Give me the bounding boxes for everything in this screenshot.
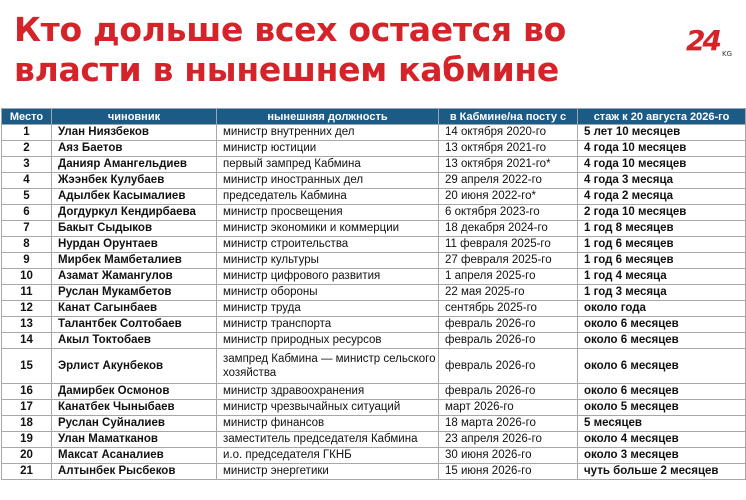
place-cell: 11	[2, 285, 52, 301]
official-name-cell: Эрлист Акунбеков	[52, 349, 217, 384]
place-cell: 20	[2, 448, 52, 464]
position-cell: министр экономики и коммерции	[217, 221, 439, 237]
official-name-cell: Данияр Амангельдиев	[52, 157, 217, 173]
since-cell: 27 февраля 2025-го	[439, 253, 578, 269]
position-cell: министр здравоохранения	[217, 384, 439, 400]
place-cell: 6	[2, 205, 52, 221]
column-header-official: чиновник	[52, 109, 217, 125]
page-title	[14, 10, 664, 90]
place-cell: 1	[2, 125, 52, 141]
since-cell: 18 декабря 2024-го	[439, 221, 578, 237]
since-cell: 15 июня 2026-го	[439, 464, 578, 480]
position-cell: министр цифрового развития	[217, 269, 439, 285]
place-cell: 14	[2, 333, 52, 349]
table-row	[2, 253, 746, 269]
since-cell: 11 февраля 2025-го	[439, 237, 578, 253]
official-name-cell: Нурдан Орунтаев	[52, 237, 217, 253]
official-name-cell: Догдуркул Кендирбаева	[52, 205, 217, 221]
tenure-cell: 4 года 3 месяца	[578, 173, 746, 189]
since-cell: 20 июня 2022-го*	[439, 189, 578, 205]
official-name-cell: Мирбек Мамбеталиев	[52, 253, 217, 269]
table-row	[2, 448, 746, 464]
position-cell: министр природных ресурсов	[217, 333, 439, 349]
tenure-cell: около 6 месяцев	[578, 333, 746, 349]
place-cell: 19	[2, 432, 52, 448]
position-cell: председатель Кабмина	[217, 189, 439, 205]
since-cell: 29 апреля 2022-го	[439, 173, 578, 189]
table-row	[2, 157, 746, 173]
place-cell: 8	[2, 237, 52, 253]
table-row	[2, 416, 746, 432]
table-row	[2, 464, 746, 480]
table-row	[2, 384, 746, 400]
official-name-cell: Адылбек Касымалиев	[52, 189, 217, 205]
position-cell: министр труда	[217, 301, 439, 317]
table-row	[2, 237, 746, 253]
official-name-cell: Руслан Суйналиев	[52, 416, 217, 432]
position-cell	[217, 349, 439, 384]
table-row	[2, 173, 746, 189]
position-cell: министр строительства	[217, 237, 439, 253]
official-name-cell: Улан Ниязбеков	[52, 125, 217, 141]
position-text: зампред Кабмина — министр сельского хозяйства	[223, 353, 436, 379]
table-row	[2, 205, 746, 221]
tenure-cell: 2 года 10 месяцев	[578, 205, 746, 221]
table-row	[2, 269, 746, 285]
position-cell: заместитель председателя Кабмина	[217, 432, 439, 448]
column-header-position: нынешняя должность	[217, 109, 439, 125]
page-title-line-1: Кто дольше всех остается во	[14, 10, 566, 49]
official-name-cell: Алтынбек Рысбеков	[52, 464, 217, 480]
ministers-table	[1, 108, 746, 480]
position-cell: министр юстиции	[217, 141, 439, 157]
tenure-cell: 1 год 6 месяцев	[578, 237, 746, 253]
since-cell: март 2026-го	[439, 400, 578, 416]
official-name-cell: Дамирбек Осмонов	[52, 384, 217, 400]
official-name-cell: Бакыт Сыдыков	[52, 221, 217, 237]
official-name-cell: Руслан Мукамбетов	[52, 285, 217, 301]
position-cell: министр энергетики	[217, 464, 439, 480]
place-cell: 10	[2, 269, 52, 285]
position-cell: министр обороны	[217, 285, 439, 301]
table-row	[2, 349, 746, 384]
tenure-cell: 1 год 8 месяцев	[578, 221, 746, 237]
since-cell: 18 марта 2026-го	[439, 416, 578, 432]
tenure-cell: чуть больше 2 месяцев	[578, 464, 746, 480]
table-row	[2, 221, 746, 237]
place-cell: 13	[2, 317, 52, 333]
place-cell: 21	[2, 464, 52, 480]
tenure-cell: около 4 месяцев	[578, 432, 746, 448]
tenure-cell: 4 года 10 месяцев	[578, 157, 746, 173]
table-row	[2, 333, 746, 349]
page-title-line-2: власти в нынешнем кабмине	[14, 50, 559, 89]
logo-suffix: KG	[722, 50, 733, 58]
table-row	[2, 125, 746, 141]
table-row	[2, 189, 746, 205]
place-cell: 7	[2, 221, 52, 237]
official-name-cell: Акыл Токтобаев	[52, 333, 217, 349]
column-header-since: в Кабмине/на посту с	[439, 109, 578, 125]
official-name-cell: Канатбек Чыныбаев	[52, 400, 217, 416]
table-body	[2, 125, 746, 480]
official-name-cell: Жээнбек Кулубаев	[52, 173, 217, 189]
tenure-cell: около 5 месяцев	[578, 400, 746, 416]
position-cell: министр финансов	[217, 416, 439, 432]
table-row	[2, 285, 746, 301]
tenure-cell: 1 год 6 месяцев	[578, 253, 746, 269]
tenure-cell: около 6 месяцев	[578, 317, 746, 333]
since-cell: февраль 2026-го	[439, 333, 578, 349]
tenure-cell: около 6 месяцев	[578, 384, 746, 400]
place-cell: 18	[2, 416, 52, 432]
column-header-tenure: стаж к 20 августа 2026-го	[578, 109, 746, 125]
position-cell: министр чрезвычайных ситуаций	[217, 400, 439, 416]
tenure-cell: 1 год 4 месяца	[578, 269, 746, 285]
position-cell: министр иностранных дел	[217, 173, 439, 189]
official-name-cell: Азамат Жамангулов	[52, 269, 217, 285]
table-row	[2, 317, 746, 333]
place-cell: 12	[2, 301, 52, 317]
since-cell: 22 мая 2025-го	[439, 285, 578, 301]
position-cell: министр просвещения	[217, 205, 439, 221]
tenure-cell: 5 лет 10 месяцев	[578, 125, 746, 141]
since-cell: 23 апреля 2026-го	[439, 432, 578, 448]
position-cell: и.о. председателя ГКНБ	[217, 448, 439, 464]
place-cell: 17	[2, 400, 52, 416]
since-cell: февраль 2026-го	[439, 317, 578, 333]
tenure-cell: около года	[578, 301, 746, 317]
tenure-cell: 5 месяцев	[578, 416, 746, 432]
place-cell: 4	[2, 173, 52, 189]
since-cell: 6 октября 2023-го	[439, 205, 578, 221]
place-cell: 9	[2, 253, 52, 269]
place-cell: 2	[2, 141, 52, 157]
position-cell: первый зампред Кабмина	[217, 157, 439, 173]
table-header-row	[2, 109, 746, 125]
since-cell: 1 апреля 2025-го	[439, 269, 578, 285]
official-name-cell: Максат Асаналиев	[52, 448, 217, 464]
place-cell: 3	[2, 157, 52, 173]
since-cell: 30 июня 2026-го	[439, 448, 578, 464]
official-name-cell: Аяз Баетов	[52, 141, 217, 157]
since-cell: февраль 2026-го	[439, 384, 578, 400]
brand-logo	[686, 26, 732, 66]
table-row	[2, 141, 746, 157]
tenure-cell: 4 года 10 месяцев	[578, 141, 746, 157]
column-header-place: Место	[2, 109, 52, 125]
tenure-cell: 1 год 3 месяца	[578, 285, 746, 301]
since-cell: 13 октября 2021-го*	[439, 157, 578, 173]
position-cell: министр внутренних дел	[217, 125, 439, 141]
tenure-cell: 4 года 2 месяца	[578, 189, 746, 205]
place-cell: 16	[2, 384, 52, 400]
official-name-cell: Канат Сагынбаев	[52, 301, 217, 317]
table-row	[2, 301, 746, 317]
tenure-cell: около 3 месяцев	[578, 448, 746, 464]
place-cell: 5	[2, 189, 52, 205]
table-row	[2, 432, 746, 448]
official-name-cell: Улан Маматканов	[52, 432, 217, 448]
table-row	[2, 400, 746, 416]
official-name-cell: Талантбек Солтобаев	[52, 317, 217, 333]
position-cell: министр транспорта	[217, 317, 439, 333]
since-cell: февраль 2026-го	[439, 349, 578, 384]
logo-number: 24	[686, 24, 719, 57]
since-cell: 13 октября 2021-го	[439, 141, 578, 157]
since-cell: сентябрь 2025-го	[439, 301, 578, 317]
position-cell: министр культуры	[217, 253, 439, 269]
tenure-cell: около 6 месяцев	[578, 349, 746, 384]
since-cell: 14 октября 2020-го	[439, 125, 578, 141]
place-cell: 15	[2, 349, 52, 384]
